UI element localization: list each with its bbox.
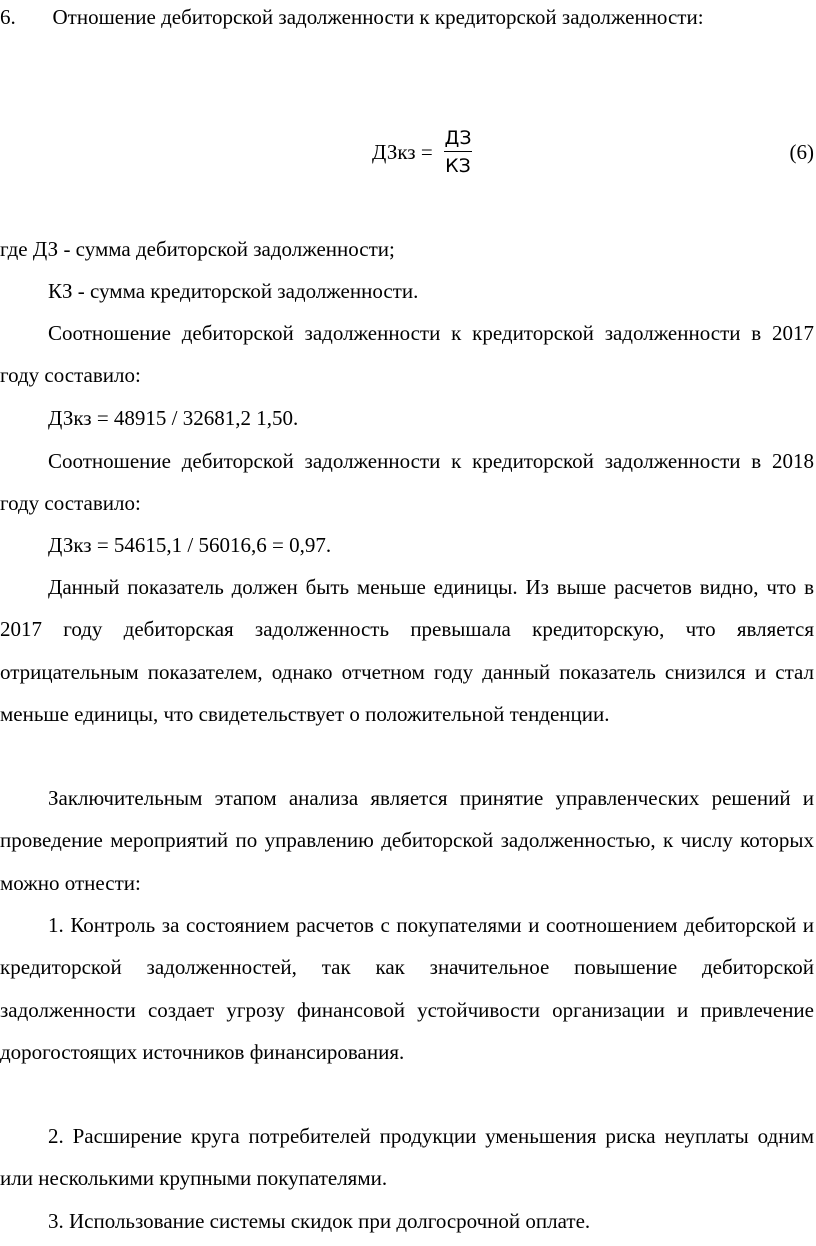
list-item-3: 3. Использование системы скидок при долгосрочной оплате. — [48, 1209, 591, 1233]
formula-fraction — [444, 126, 472, 178]
kz-definition: КЗ - сумма кредиторской задолженности. — [48, 279, 419, 303]
ratio-2017-calculation: ДЗкз = 48915 / 32681,2 1,50. — [48, 406, 299, 430]
formula-lhs: ДЗкз = — [372, 140, 433, 164]
formula-number: (6) — [789, 140, 814, 164]
formula-numerator: ДЗ — [444, 127, 472, 149]
list-item-1: 1. Контроль за состоянием расчетов с покупателями и соотношением дебиторской и кредиторской задолженностей, так как значительное повышение дебиторской задолженности создает угрозу финансовой устойчивости организации и привлечение дорогостоящих источников финансирования. — [0, 913, 814, 1064]
list-item-2: 2. Расширение круга потребителей продукции уменьшения риска неуплаты одним или несколькими крупными покупателями. — [0, 1124, 814, 1191]
ratio-2018-calculation: ДЗкз = 54615,1 / 56016,6 = 0,97. — [48, 533, 332, 557]
final-stage-paragraph: Заключительным этапом анализа является принятие управленческих решений и проведение мероприятий по управлению дебиторской задолженностью, к числу которых можно отнести: — [0, 786, 814, 895]
ratio-2017-paragraph: Соотношение дебиторской задолженности к кредиторской задолженности в 2017 году составило: — [0, 321, 814, 388]
formula-block — [0, 126, 814, 186]
formula-denominator: КЗ — [445, 155, 471, 177]
section-heading: 6. Отношение дебиторской задолженности к кредиторской задолженности: — [0, 5, 704, 29]
ratio-2018-paragraph: Соотношение дебиторской задолженности к кредиторской задолженности в 2018 году составило: — [0, 449, 814, 516]
fraction-bar — [444, 151, 472, 152]
conclusion-paragraph: Данный показатель должен быть меньше единицы. Из выше расчетов видно, что в 2017 году дебиторская задолженность превышала кредиторскую, что является отрицательным показателем, однако отчетном году данный показатель снизился и стал меньше единицы, что свидетельствует о положительной тенденции. — [0, 575, 814, 726]
where-line: где ДЗ - сумма дебиторской задолженности; — [0, 237, 395, 261]
